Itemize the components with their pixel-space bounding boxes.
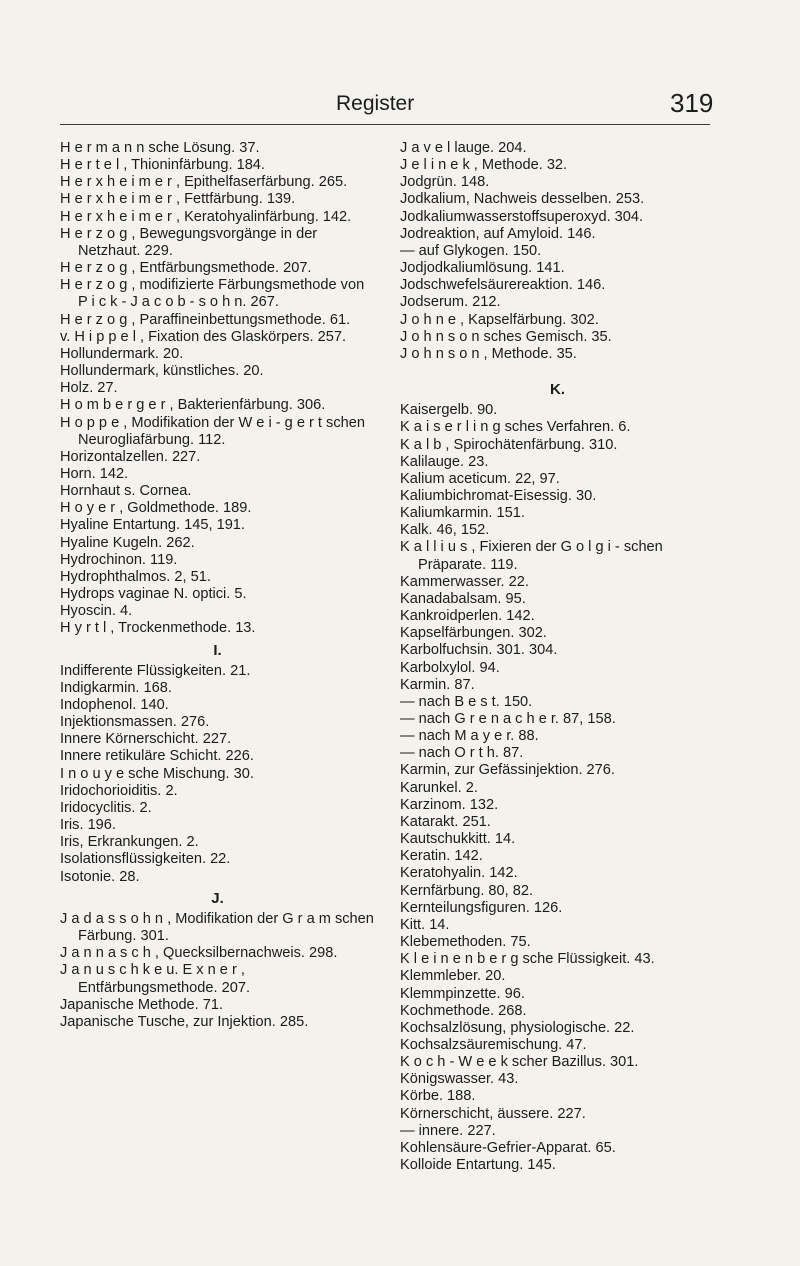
index-entry: Horizontalzellen. 227. (60, 448, 201, 465)
index-entry: Kankroidperlen. 142. (400, 608, 535, 625)
index-entry: Injektionsmassen. 276. (60, 714, 210, 731)
index-entry: — nach B e s t. 150. (400, 693, 533, 710)
index-entry: H e r z o g , Bewegungsvorgänge in der Netzhaut. 229. (60, 225, 318, 259)
index-entry: Hydrops vaginae N. optici. 5. (60, 586, 247, 603)
index-entry: Isolationsflüssigkeiten. 22. (60, 851, 231, 868)
index-entry: Kochmethode. 268. (400, 1002, 527, 1019)
index-entry: H e r z o g , Entfärbungsmethode. 207. (60, 260, 312, 277)
index-entry: v. H i p p e l , Fixation des Glaskörpers. 257. (60, 328, 347, 345)
header-rule (60, 124, 710, 125)
index-entry: K a l l i u s , Fixieren der G o l g i - schen Präparate. 119. (400, 539, 663, 573)
index-entry: Jodjodkaliumlösung. 141. (400, 260, 565, 277)
index-entry: Kochsalzsäuremischung. 47. (400, 1036, 587, 1053)
right-column (400, 140, 715, 1174)
index-entry: Kaliumbichromat-Eisessig. 30. (400, 487, 597, 504)
entries-j-right (400, 140, 715, 363)
index-entry: Karbolfuchsin. 301. 304. (400, 642, 558, 659)
section-heading-i: I. (213, 641, 222, 659)
index-entry: Kohlensäure-Gefrier-Apparat. 65. (400, 1139, 616, 1156)
index-entry: Körbe. 188. (400, 1088, 476, 1105)
index-entry: Karzinom. 132. (400, 796, 499, 813)
left-column (60, 140, 375, 1031)
index-entry: K o c h - W e e k scher Bazillus. 301. (400, 1054, 639, 1071)
index-entry: Kolloide Entartung. 145. (400, 1157, 556, 1174)
index-entry: Keratohyalin. 142. (400, 865, 518, 882)
section-heading-k: K. (550, 381, 565, 399)
index-entry: — nach G r e n a c h e r. 87, 158. (400, 711, 616, 727)
index-entry: Kochsalzlösung, physiologische. 22. (400, 1019, 635, 1036)
index-entry: Indophenol. 140. (60, 697, 169, 713)
index-entry: J e l i n e k , Methode. 32. (400, 157, 568, 174)
index-entry: Hornhaut s. Cornea. (60, 483, 192, 500)
index-entry: J a n n a s c h , Quecksilbernachweis. 298. (60, 945, 338, 962)
index-entry: Königswasser. 43. (400, 1071, 519, 1088)
page-number: 319 (670, 88, 714, 118)
index-entry: H e r z o g , Paraffineinbettungsmethode. 61. (60, 311, 351, 328)
entries-j-left (60, 911, 375, 1031)
index-entry: Jodreaktion, auf Amyloid. 146. (400, 225, 596, 242)
index-entry: Kautschukkitt. 14. (400, 831, 516, 848)
index-entry: Innere retikuläre Schicht. 226. (60, 748, 254, 765)
index-entry: K l e i n e n b e r g sche Flüssigkeit. 43. (400, 951, 655, 968)
index-entry: H o y e r , Goldmethode. 189. (60, 500, 252, 517)
index-entry: Jodgrün. 148. (400, 174, 490, 191)
index-entry: J o h n e , Kapselfärbung. 302. (400, 311, 599, 328)
index-entry: Jodserum. 212. (400, 294, 501, 311)
index-entry: Klemmpinzette. 96. (400, 985, 525, 1002)
index-entry: Jodkalium, Nachweis desselben. 253. (400, 191, 645, 208)
index-entry: Keratin. 142. (400, 848, 483, 865)
index-entry: Holz. 27. (60, 380, 118, 397)
index-entry: Hyaline Entartung. 145, 191. (60, 517, 245, 534)
index-entry: H o p p e , Modifikation der W e i - g e r t schen Neurogliafärbung. 112. (60, 414, 365, 448)
index-entry: Kalk. 46, 152. (400, 522, 490, 539)
entries-h (60, 140, 375, 638)
index-entry: Indifferente Flüssigkeiten. 21. (60, 662, 251, 679)
index-entry: Iridocyclitis. 2. (60, 799, 152, 816)
index-entry: Horn. 142. (60, 465, 129, 482)
index-entry: Kaisergelb. 90. (400, 402, 498, 419)
index-entry: Kernteilungsfiguren. 126. (400, 899, 563, 916)
index-entry: Hyoscin. 4. (60, 603, 133, 620)
index-entry: J o h n s o n sches Gemisch. 35. (400, 328, 612, 345)
index-entry: Kammerwasser. 22. (400, 573, 529, 590)
index-entry: H e r m a n n sche Lösung. 37. (60, 140, 260, 156)
index-entry: Iris, Erkrankungen. 2. (60, 834, 199, 851)
index-entry: Hollundermark, künstliches. 20. (60, 363, 264, 380)
index-entry: I n o u y e sche Mischung. 30. (60, 765, 254, 782)
index-entry: Iridochorioiditis. 2. (60, 782, 178, 799)
index-entry: — auf Glykogen. 150. (400, 242, 542, 259)
index-entry: Klemmleber. 20. (400, 968, 506, 985)
page-header (0, 84, 800, 124)
index-entry: Katarakt. 251. (400, 813, 491, 830)
index-entry: Körnerschicht, äussere. 227. (400, 1105, 586, 1122)
entries-k (400, 402, 715, 1174)
index-entry: Iris. 196. (60, 817, 116, 834)
index-entry: Japanische Methode. 71. (60, 996, 224, 1013)
index-entry: Isotonie. 28. (60, 868, 140, 885)
index-entry: Klebemethoden. 75. (400, 934, 531, 951)
index-entry: J o h n s o n , Methode. 35. (400, 345, 577, 362)
index-entry: — nach O r t h. 87. (400, 745, 524, 762)
index-entry: Kalium aceticum. 22, 97. (400, 470, 560, 487)
index-entry: Hollundermark. 20. (60, 345, 184, 362)
index-entry: Karunkel. 2. (400, 779, 478, 796)
index-entry: Kalilauge. 23. (400, 453, 489, 470)
index-entry: J a v e l lauge. 204. (400, 140, 527, 156)
index-entry: Jodschwefelsäurereaktion. 146. (400, 277, 606, 294)
index-entry: J a n u s c h k e u. E x n e r , Entfärbungsmethode. 207. (60, 962, 251, 996)
section-spacer (400, 363, 715, 377)
index-entry: Hyaline Kugeln. 262. (60, 534, 195, 551)
index-entry: Kanadabalsam. 95. (400, 590, 526, 607)
index-entry: H e r x h e i m e r , Keratohyalinfärbung. 142. (60, 208, 352, 225)
index-entry: H e r t e l , Thioninfärbung. 184. (60, 157, 265, 174)
index-entry: K a i s e r l i n g sches Verfahren. 6. (400, 419, 631, 436)
index-entry: Innere Körnerschicht. 227. (60, 731, 232, 748)
index-entry: Kaliumkarmin. 151. (400, 505, 525, 522)
index-entry: J a d a s s o h n , Modifikation der G r a m schen Färbung. 301. (60, 910, 374, 945)
index-entry: K a l b , Spirochätenfärbung. 310. (400, 436, 618, 453)
index-entry: Hydrophthalmos. 2, 51. (60, 568, 211, 585)
index-entry: Karmin. 87. (400, 676, 475, 693)
index-entry: Indigkarmin. 168. (60, 679, 172, 696)
index-entry: Kitt. 14. (400, 916, 450, 933)
index-entry: H e r x h e i m e r , Epithelfaserfärbung. 265. (60, 174, 348, 191)
section-heading-j: J. (211, 889, 224, 907)
index-entry: H e r x h e i m e r , Fettfärbung. 139. (60, 191, 296, 208)
index-entry: Karbolxylol. 94. (400, 659, 500, 676)
index-entry: — innere. 227. (400, 1122, 496, 1139)
index-entry: Jodkaliumwasserstoffsuperoxyd. 304. (400, 208, 644, 225)
index-entry: Karmin, zur Gefässinjektion. 276. (400, 762, 615, 779)
running-title: Register (336, 92, 415, 115)
index-entry: Kernfärbung. 80, 82. (400, 882, 534, 899)
entries-i (60, 663, 375, 886)
index-entry: Kapselfärbungen. 302. (400, 625, 547, 642)
index-entry: Hydrochinon. 119. (60, 551, 178, 568)
index-entry: H e r z o g , modifizierte Färbungsmethode von P i c k - J a c o b - s o h n. 267. (60, 277, 365, 311)
index-entry: — nach M a y e r. 88. (400, 728, 539, 745)
index-entry: H o m b e r g e r , Bakterienfärbung. 306. (60, 397, 326, 414)
index-entry: Japanische Tusche, zur Injektion. 285. (60, 1013, 309, 1030)
index-entry: H y r t l , Trockenmethode. 13. (60, 620, 256, 637)
